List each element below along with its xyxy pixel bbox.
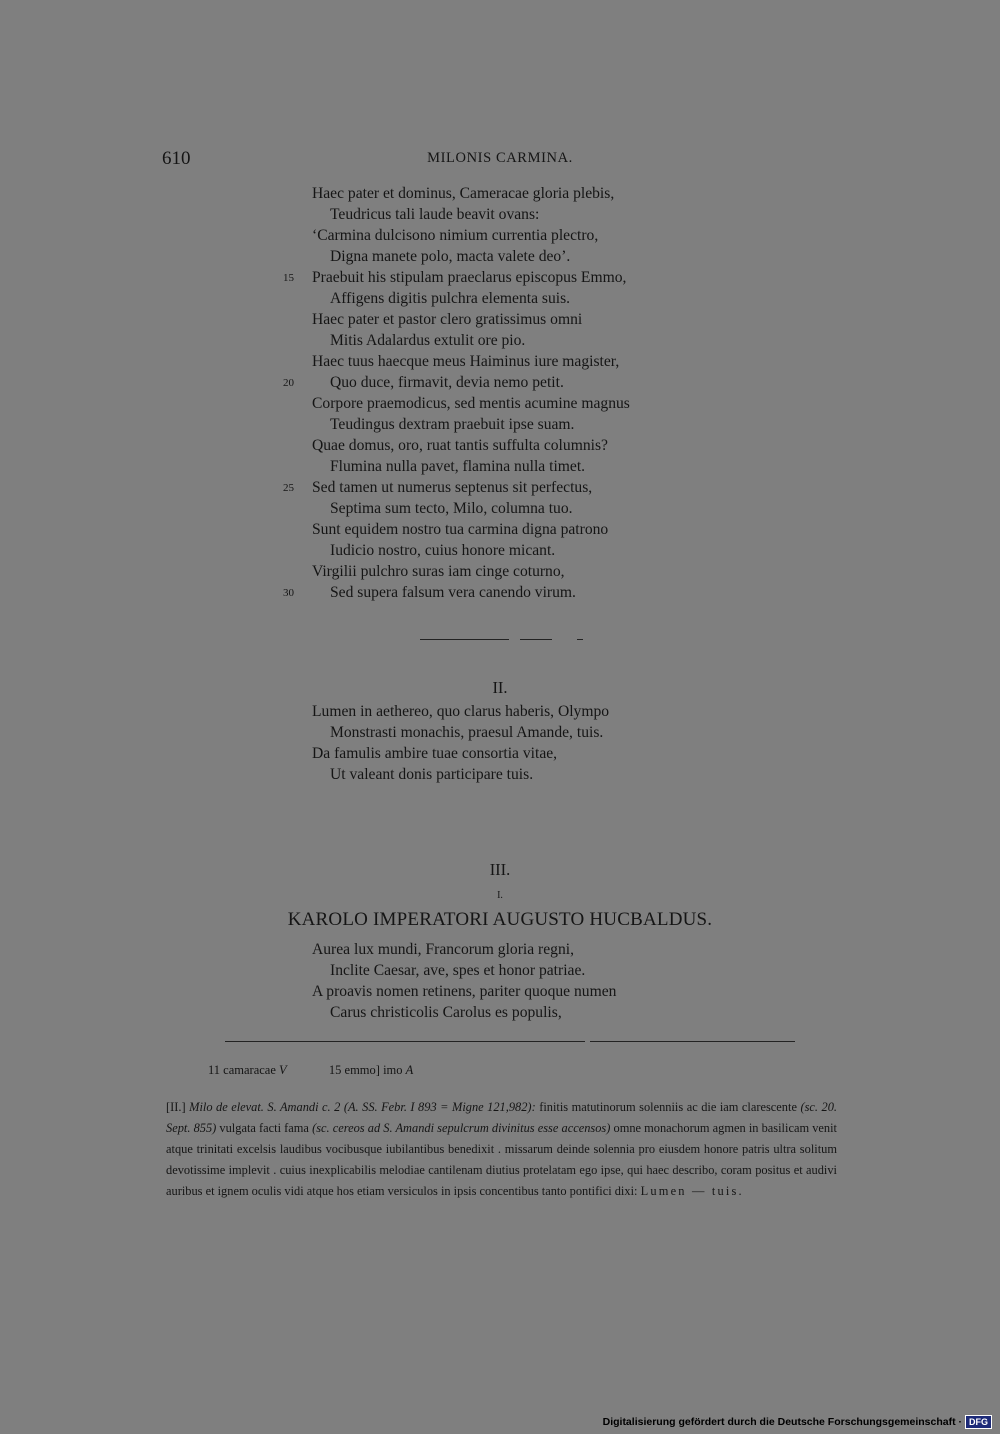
- poem-title: KAROLO IMPERATORI AUGUSTO HUCBALDUS.: [287, 909, 713, 930]
- verse-line: Iudicio nostro, cuius honore micant.: [330, 542, 556, 559]
- date-note: (sc. 20. Sept. 855): [166, 1100, 837, 1135]
- footnote-rule: [225, 1041, 585, 1042]
- verse-line: Flumina nulla pavet, flamina nulla timet.: [330, 458, 586, 475]
- running-head: MILONIS CARMINA.: [427, 150, 573, 166]
- gloss-note: (sc. cereos ad S. Amandi sepulcrum divinitus esse accensos): [312, 1121, 611, 1135]
- digitization-banner: [603, 1415, 992, 1429]
- section-divider: [577, 639, 583, 640]
- verse-line: Ut valeant donis participare tuis.: [330, 766, 534, 783]
- verse-line: A proavis nomen retinens, pariter quoque numen: [312, 983, 617, 1000]
- verse-line: Mitis Adalardus extulit ore pio.: [330, 332, 526, 349]
- page-number: 610: [162, 148, 191, 169]
- verse-line: Virgilii pulchro suras iam cinge coturno,: [312, 563, 565, 580]
- verse-line: Haec pater et dominus, Cameracae gloria plebis,: [312, 185, 615, 202]
- verse-line: Lumen in aethereo, quo clarus haberis, Olympo: [312, 703, 610, 720]
- verse-line: Monstrasti monachis, praesul Amande, tuis.: [330, 724, 604, 741]
- verse-line: Inclite Caesar, ave, spes et honor patriae.: [330, 962, 586, 979]
- verse-line: Sunt equidem nostro tua carmina digna patrono: [312, 521, 609, 538]
- verse-line: Affigens digitis pulchra elementa suis.: [330, 290, 571, 307]
- section-divider: [520, 639, 552, 640]
- verse-line: Quo duce, firmavit, devia nemo petit.: [330, 374, 564, 391]
- section-numeral-3: III.: [489, 860, 511, 879]
- banner-text: Digitalisierung gefördert durch die Deutsche Forschungsgemeinschaft ·: [602, 1416, 962, 1428]
- footnote-rule: [590, 1041, 795, 1042]
- verse-line: Septima sum tecto, Milo, columna tuo.: [330, 500, 573, 517]
- sub-numeral: I.: [497, 890, 503, 901]
- line-number: 15: [283, 272, 294, 284]
- incipit-reference: Lumen — tuis.: [640, 1184, 744, 1198]
- section-numeral-2: II.: [492, 678, 508, 697]
- verse-line: Aurea lux mundi, Francorum gloria regni,: [312, 941, 574, 958]
- verse-line: Teudingus dextram praebuit ipse suam.: [330, 416, 575, 433]
- apparatus-siglum: A: [405, 1063, 414, 1077]
- verse-line: Carus christicolis Carolus es populis,: [330, 1004, 562, 1021]
- verse-line: Praebuit his stipulam praeclarus episcopus Emmo,: [312, 269, 627, 286]
- line-number: 20: [283, 377, 294, 389]
- verse-line: Sed tamen ut numerus septenus sit perfectus,: [312, 479, 593, 496]
- verse-line: ‘Carmina dulcisono nimium currentia plectro,: [312, 227, 599, 244]
- apparatus-siglum: V: [279, 1063, 287, 1077]
- source-reference: Milo de elevat. S. Amandi c. 2 (A. SS. Febr. I 893 = Migne 121,982):: [189, 1100, 536, 1114]
- apparatus-note: 15 emmo] imo: [328, 1063, 403, 1077]
- commentary-note: [166, 1097, 837, 1202]
- commentary-text: finitis matutinorum solenniis ac die iam clarescente: [535, 1100, 801, 1114]
- section-divider: [420, 639, 509, 640]
- page-header: [0, 146, 1000, 172]
- commentary-text: vulgata facti fama: [216, 1121, 313, 1135]
- verse-line: Digna manete polo, macta valete deo’.: [330, 248, 571, 265]
- commentary-label: [II.]: [166, 1100, 186, 1114]
- dfg-logo: DFG: [965, 1415, 992, 1429]
- verse-line: Haec tuus haecque meus Haiminus iure magister,: [312, 353, 620, 370]
- verse-line: Haec pater et pastor clero gratissimus omni: [312, 311, 583, 328]
- verse-line: Sed supera falsum vera canendo virum.: [330, 584, 576, 601]
- verse-line: Corpore praemodicus, sed mentis acumine magnus: [312, 395, 630, 412]
- critical-apparatus: [208, 1063, 413, 1078]
- line-number: 25: [283, 482, 294, 494]
- commentary-text: omne monachorum agmen in basilicam venit atque trinitati excelsis laudibus vocibusque iubilantibus benedixit . missarum deinde solennia pro eiusdem honore patris ultra solitum devotissime implevit . cuius inexplicabilis melodiae cantilenam diutius protelatam ego ipse, qui haec describo, coram positus et audivi auribus et ignem oculis vidi atque hos etiam versiculos in ipsis concentibus tanto pontifici dixi:: [166, 1121, 837, 1198]
- apparatus-note: 11 camaracae: [208, 1063, 276, 1077]
- verse-line: Quae domus, oro, ruat tantis suffulta columnis?: [312, 437, 608, 454]
- verse-line: Teudricus tali laude beavit ovans:: [330, 206, 540, 223]
- verse-line: Da famulis ambire tuae consortia vitae,: [312, 745, 558, 762]
- line-number: 30: [283, 587, 294, 599]
